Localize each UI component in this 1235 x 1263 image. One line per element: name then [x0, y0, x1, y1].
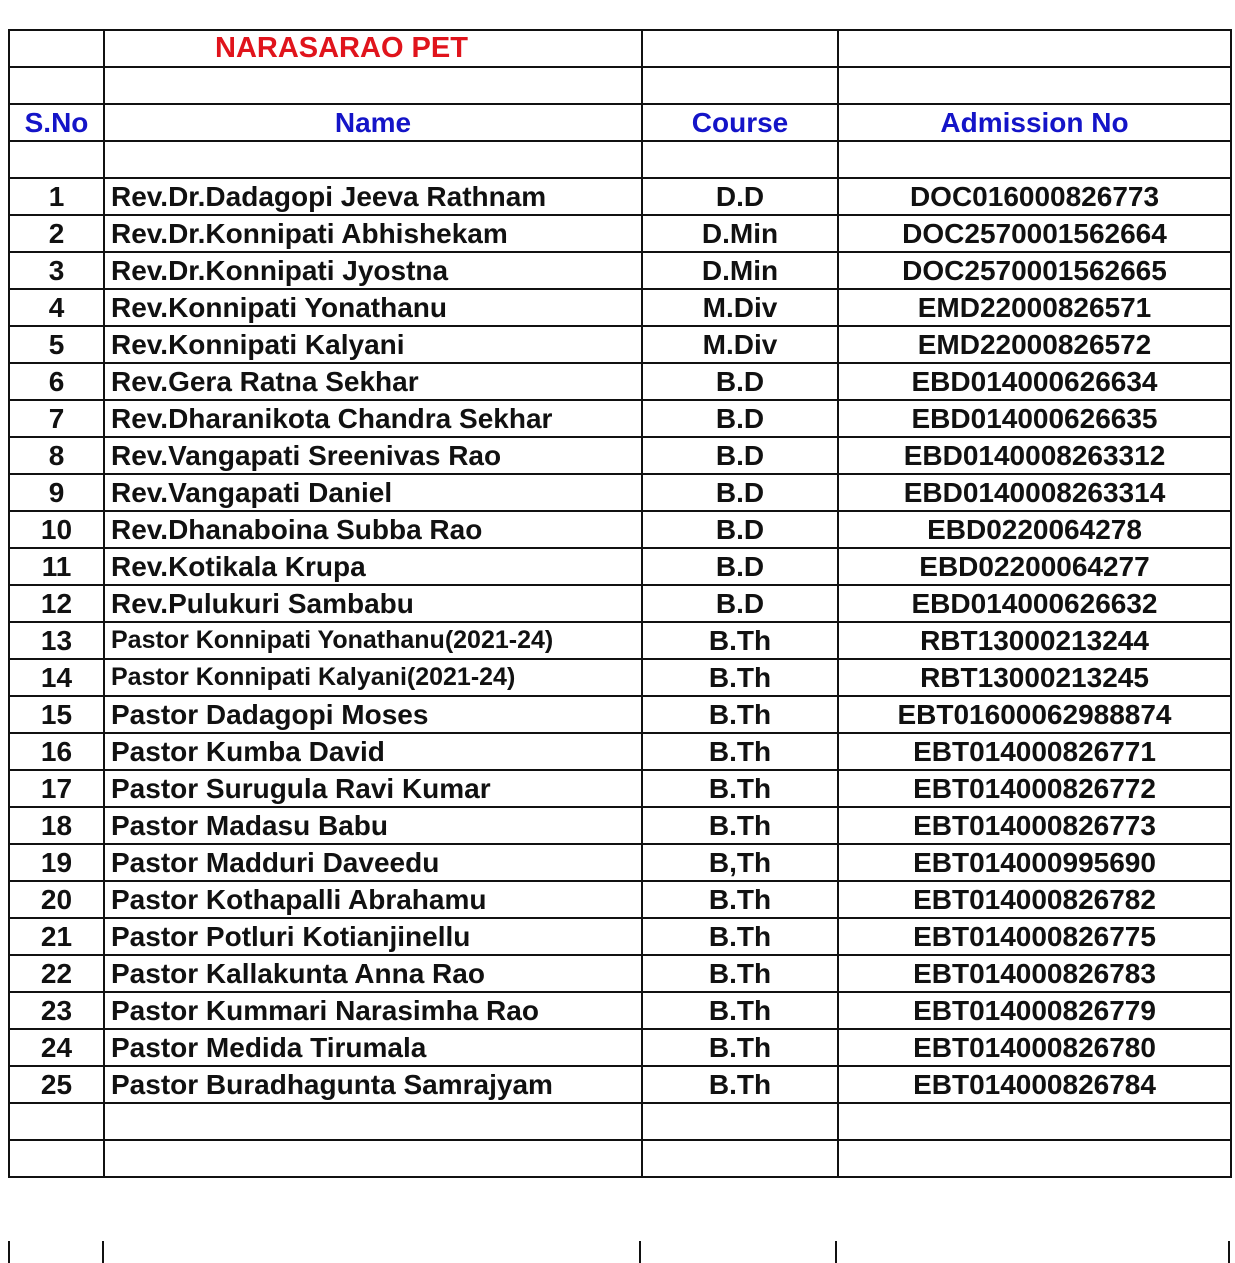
row-course: B.Th: [642, 955, 838, 992]
blank-cell: [838, 67, 1231, 104]
row-course: B.Th: [642, 622, 838, 659]
table-row: [9, 437, 1231, 474]
row-sno: 7: [9, 400, 104, 437]
row-sno: 2: [9, 215, 104, 252]
blank-cell: [104, 67, 642, 104]
row-sno: 23: [9, 992, 104, 1029]
table-row: [9, 548, 1231, 585]
row-admission: EBD0220064278: [838, 511, 1231, 548]
row-name: Rev.Vangapati Sreenivas Rao: [104, 437, 642, 474]
page-title: NARASARAO PET: [104, 30, 642, 67]
row-course: B.Th: [642, 992, 838, 1029]
row-sno: 20: [9, 881, 104, 918]
blank-cell: [642, 30, 838, 67]
row-admission: EBT014000826771: [838, 733, 1231, 770]
row-sno: 8: [9, 437, 104, 474]
row-course: B.Th: [642, 807, 838, 844]
row-sno: 22: [9, 955, 104, 992]
table-row: [9, 992, 1231, 1029]
grid-line: [8, 1241, 10, 1263]
row-name: Rev.Kotikala Krupa: [104, 548, 642, 585]
row-sno: 1: [9, 178, 104, 215]
table-row: [9, 918, 1231, 955]
row-name: Pastor Kumba David: [104, 733, 642, 770]
row-admission: EBT014000826772: [838, 770, 1231, 807]
row-course: B.Th: [642, 770, 838, 807]
table-row: [9, 881, 1231, 918]
row-admission: RBT13000213245: [838, 659, 1231, 696]
header-sno: S.No: [9, 104, 104, 141]
blank-cell: [9, 1140, 104, 1177]
row-course: B.D: [642, 585, 838, 622]
row-admission: EBT014000826773: [838, 807, 1231, 844]
blank-cell: [9, 67, 104, 104]
row-sno: 13: [9, 622, 104, 659]
row-course: D.D: [642, 178, 838, 215]
row-admission: EBT014000826780: [838, 1029, 1231, 1066]
table-row: [9, 1066, 1231, 1103]
row-name: Pastor Madduri Daveedu: [104, 844, 642, 881]
row-sno: 17: [9, 770, 104, 807]
blank-cell: [642, 141, 838, 178]
header-name: Name: [104, 104, 642, 141]
row-admission: EBD014000626634: [838, 363, 1231, 400]
row-course: B.D: [642, 548, 838, 585]
blank-cell: [104, 141, 642, 178]
row-name: Pastor Konnipati Yonathanu(2021-24): [104, 622, 642, 659]
table-row: [9, 585, 1231, 622]
blank-cell: [642, 1140, 838, 1177]
table-row: [9, 622, 1231, 659]
row-name: Rev.Vangapati Daniel: [104, 474, 642, 511]
row-sno: 9: [9, 474, 104, 511]
row-sno: 12: [9, 585, 104, 622]
table-row: [9, 289, 1231, 326]
row-course: B.Th: [642, 733, 838, 770]
row-course: B.Th: [642, 1066, 838, 1103]
row-admission: EBD0140008263312: [838, 437, 1231, 474]
row-course: M.Div: [642, 289, 838, 326]
row-name: Pastor Kothapalli Abrahamu: [104, 881, 642, 918]
grid-line: [102, 1241, 104, 1263]
row-name: Rev.Dhanaboina Subba Rao: [104, 511, 642, 548]
row-course: B.D: [642, 511, 838, 548]
blank-cell: [642, 67, 838, 104]
row-name: Rev.Pulukuri Sambabu: [104, 585, 642, 622]
grid-line: [1228, 1241, 1230, 1263]
row-admission: EBD0140008263314: [838, 474, 1231, 511]
spacer-row: [9, 141, 1231, 178]
row-name: Rev.Dr.Konnipati Jyostna: [104, 252, 642, 289]
table-row: [9, 474, 1231, 511]
row-admission: EMD22000826572: [838, 326, 1231, 363]
row-course: B.Th: [642, 659, 838, 696]
header-row: [9, 104, 1231, 141]
row-admission: EBD014000626635: [838, 400, 1231, 437]
row-sno: 5: [9, 326, 104, 363]
row-name: Rev.Konnipati Kalyani: [104, 326, 642, 363]
blank-cell: [838, 141, 1231, 178]
blank-cell: [838, 1103, 1231, 1140]
table-row: [9, 733, 1231, 770]
row-name: Pastor Potluri Kotianjinellu: [104, 918, 642, 955]
blank-cell: [9, 1103, 104, 1140]
row-sno: 6: [9, 363, 104, 400]
row-admission: EBT014000826779: [838, 992, 1231, 1029]
student-table: [8, 29, 1232, 1178]
row-sno: 21: [9, 918, 104, 955]
row-name: Rev.Dr.Dadagopi Jeeva Rathnam: [104, 178, 642, 215]
table-row: [9, 363, 1231, 400]
blank-cell: [642, 1103, 838, 1140]
row-sno: 19: [9, 844, 104, 881]
blank-cell: [9, 30, 104, 67]
blank-cell: [104, 1140, 642, 1177]
table-row: [9, 215, 1231, 252]
spacer-row: [9, 67, 1231, 104]
row-sno: 14: [9, 659, 104, 696]
blank-cell: [838, 1140, 1231, 1177]
row-sno: 16: [9, 733, 104, 770]
row-sno: 18: [9, 807, 104, 844]
row-name: Rev.Konnipati Yonathanu: [104, 289, 642, 326]
row-sno: 10: [9, 511, 104, 548]
empty-row: [9, 1140, 1231, 1177]
row-course: D.Min: [642, 215, 838, 252]
row-course: B.D: [642, 363, 838, 400]
row-name: Pastor Kallakunta Anna Rao: [104, 955, 642, 992]
row-course: B.D: [642, 437, 838, 474]
row-admission: EMD22000826571: [838, 289, 1231, 326]
row-course: D.Min: [642, 252, 838, 289]
header-admission: Admission No: [838, 104, 1231, 141]
table-row: [9, 511, 1231, 548]
row-name: Pastor Medida Tirumala: [104, 1029, 642, 1066]
grid-line: [835, 1241, 837, 1263]
table-row: [9, 326, 1231, 363]
sheet-continuation: [8, 1241, 1230, 1263]
row-course: B.D: [642, 400, 838, 437]
empty-row: [9, 1103, 1231, 1140]
table-row: [9, 696, 1231, 733]
row-admission: RBT13000213244: [838, 622, 1231, 659]
row-admission: EBT014000826783: [838, 955, 1231, 992]
row-admission: DOC016000826773: [838, 178, 1231, 215]
row-sno: 3: [9, 252, 104, 289]
table-row: [9, 252, 1231, 289]
row-admission: EBD014000626632: [838, 585, 1231, 622]
row-name: Pastor Dadagopi Moses: [104, 696, 642, 733]
row-sno: 11: [9, 548, 104, 585]
row-sno: 24: [9, 1029, 104, 1066]
table-row: [9, 659, 1231, 696]
table-row: [9, 844, 1231, 881]
row-sno: 25: [9, 1066, 104, 1103]
row-course: B.Th: [642, 696, 838, 733]
row-sno: 4: [9, 289, 104, 326]
row-name: Rev.Dharanikota Chandra Sekhar: [104, 400, 642, 437]
row-admission: DOC2570001562665: [838, 252, 1231, 289]
row-course: B.Th: [642, 918, 838, 955]
row-course: M.Div: [642, 326, 838, 363]
row-name: Pastor Kummari Narasimha Rao: [104, 992, 642, 1029]
row-sno: 15: [9, 696, 104, 733]
row-name: Pastor Buradhagunta Samrajyam: [104, 1066, 642, 1103]
row-name: Rev.Dr.Konnipati Abhishekam: [104, 215, 642, 252]
grid-line: [639, 1241, 641, 1263]
row-admission: DOC2570001562664: [838, 215, 1231, 252]
table-row: [9, 955, 1231, 992]
table-row: [9, 770, 1231, 807]
row-course: B,Th: [642, 844, 838, 881]
header-course: Course: [642, 104, 838, 141]
row-course: B.Th: [642, 881, 838, 918]
table-row: [9, 807, 1231, 844]
blank-cell: [838, 30, 1231, 67]
row-course: B.D: [642, 474, 838, 511]
row-admission: EBD02200064277: [838, 548, 1231, 585]
row-admission: EBT014000826784: [838, 1066, 1231, 1103]
title-row: [9, 30, 1231, 67]
row-admission: EBT014000995690: [838, 844, 1231, 881]
blank-cell: [104, 1103, 642, 1140]
table-row: [9, 400, 1231, 437]
row-admission: EBT014000826775: [838, 918, 1231, 955]
row-admission: EBT01600062988874: [838, 696, 1231, 733]
row-name: Rev.Gera Ratna Sekhar: [104, 363, 642, 400]
table-row: [9, 1029, 1231, 1066]
table-row: [9, 178, 1231, 215]
blank-cell: [9, 141, 104, 178]
row-name: Pastor Madasu Babu: [104, 807, 642, 844]
row-course: B.Th: [642, 1029, 838, 1066]
row-admission: EBT014000826782: [838, 881, 1231, 918]
row-name: Pastor Surugula Ravi Kumar: [104, 770, 642, 807]
row-name: Pastor Konnipati Kalyani(2021-24): [104, 659, 642, 696]
